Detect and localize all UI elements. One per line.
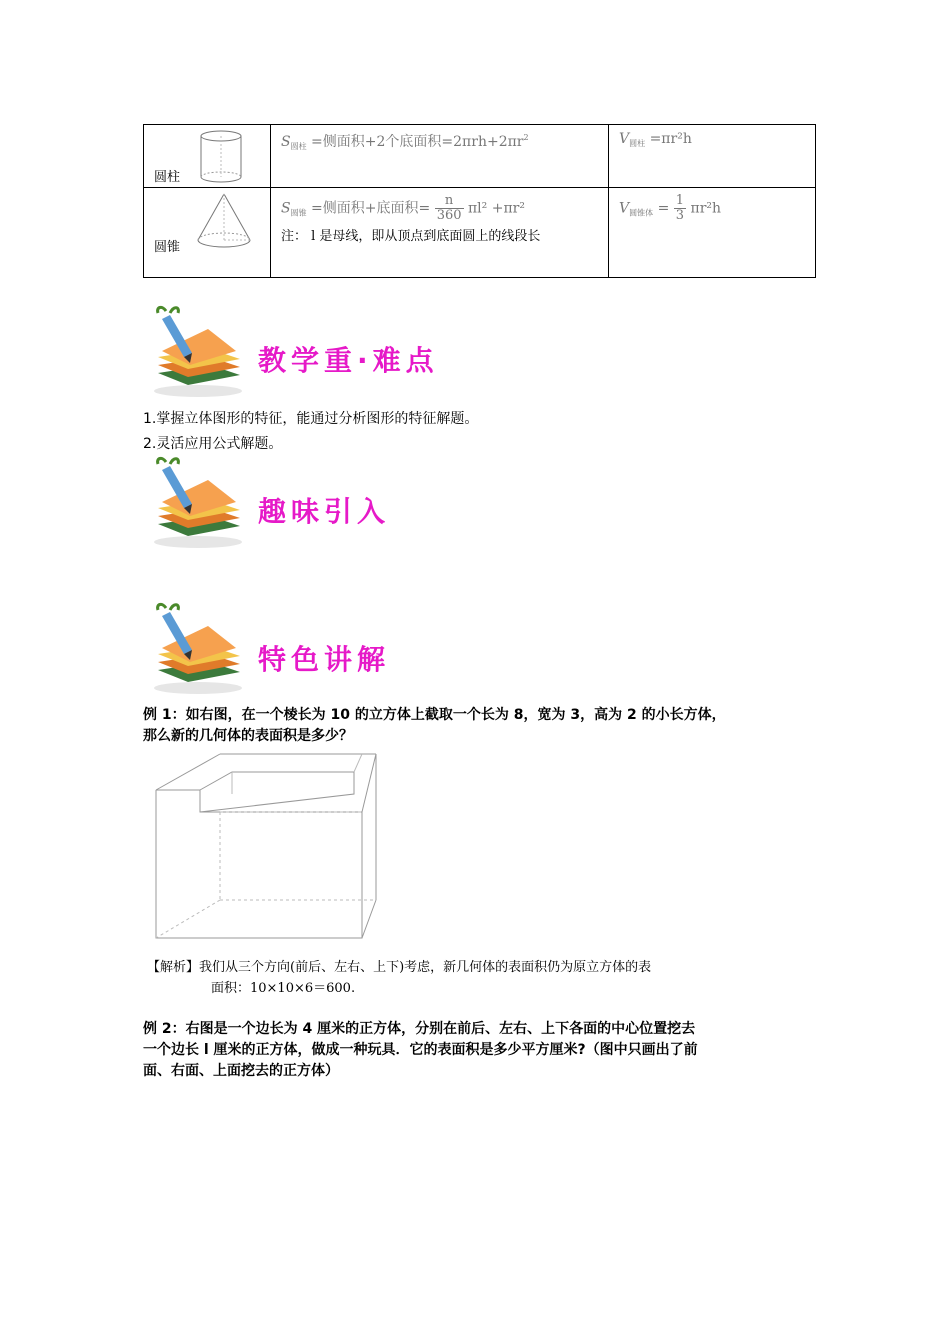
cone-area-formula: $S_{圆锥}$ =侧面积+底面积= $\frac{n}{360}$ πl² +πr²: [281, 193, 525, 223]
example-1-question: 例 1：如右图，在一个棱长为 10 的立方体上截取一个长为 8，宽为 3，高为 2 的小长方体， 那么新的几何体的表面积是多少？: [143, 707, 726, 744]
cylinder-area-formula: $S_{圆柱}$ =侧面积+2个底面积$=2\pi rh+2\pi r^2$: [281, 133, 529, 151]
cylinder-volume-formula: $V_{圆柱} =\pi r^2h$: [619, 131, 692, 148]
key-point-1: 1.掌握立体图形的特征，能通过分析图形的特征解题。: [143, 411, 479, 427]
cone-note: 注： l 是母线，即从顶点到底面圆上的线段长: [281, 229, 541, 244]
cone-cell: [144, 188, 270, 277]
cone-icon: [188, 190, 258, 254]
shape-name-cylinder: 圆柱: [154, 170, 181, 185]
books-pen-icon: [148, 456, 244, 552]
shape-name-cone: 圆锥: [154, 240, 181, 255]
table-row-cylinder: [144, 125, 816, 188]
example-2-question: 例 2：右图是一个边长为 4 厘米的正方体，分别在前后、左右、上下各面的中心位置挖去 一个边长 l 厘米的正方体，做成一种玩具．它的表面积是多少平方厘米?（图中只画出了前 面、右面、上面挖去的正方体）: [143, 1021, 698, 1079]
cylinder-cell: [144, 125, 270, 187]
key-point-2: 2.灵活应用公式解题。: [143, 436, 283, 452]
formula-table: [143, 124, 816, 278]
section-title-intro: 趣味引入: [258, 495, 391, 528]
section-title-lecture: 特色讲解: [258, 643, 391, 676]
cone-volume-fraction: $\frac{1}{3}$: [675, 193, 685, 223]
books-pen-icon: [148, 602, 244, 698]
section-title-key-points: 教学重·难点: [258, 344, 439, 377]
cylinder-icon: [188, 127, 254, 187]
example-1-analysis: 【解析】我们从三个方向(前后、左右、上下)考虑，新几何体的表面积仍为原立方体的表 面积：10×10×6＝600.: [147, 960, 652, 996]
cone-area-fraction: $\frac{n}{360}$: [436, 193, 462, 223]
cut-cube-figure: [150, 750, 386, 946]
table-row-cone: [144, 188, 816, 278]
books-pen-icon: [148, 305, 244, 401]
cone-volume-formula: $V_{圆锥体}$ = $\frac{1}{3}$ πr²h: [619, 193, 722, 223]
